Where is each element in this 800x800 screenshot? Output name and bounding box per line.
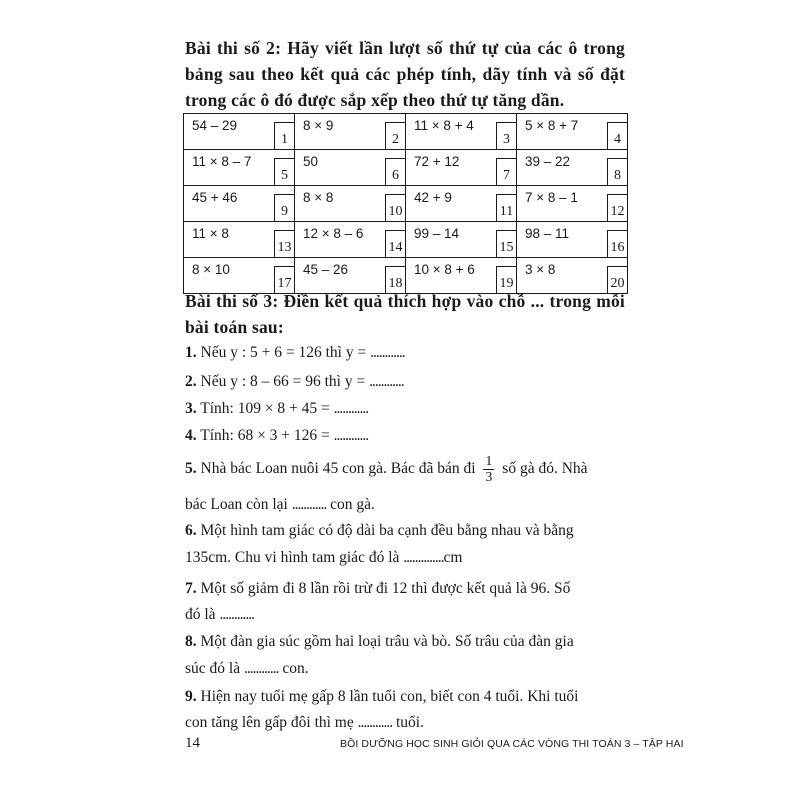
answer-blank[interactable]: ............: [333, 400, 369, 417]
cell-expression: 12 × 8 – 6: [303, 226, 364, 241]
cell-index-box: 4: [607, 122, 627, 149]
cell-expression: 50: [303, 154, 319, 169]
cell-index-box: 5: [274, 158, 294, 185]
question-number: 9.: [185, 688, 197, 705]
table-cell: [295, 186, 406, 222]
question-number: 1.: [185, 344, 197, 361]
table-row: [184, 186, 628, 222]
answer-blank[interactable]: ............: [219, 606, 254, 623]
section2-text: Hãy viết lần lượt số thứ tự của các ô trong bảng sau theo kết quả các phép tính, dãy tính và số đặt trong các ô đó được sắp xếp theo thứ tự tăng dần.: [185, 38, 625, 110]
cell-expression: 3 × 8: [525, 262, 556, 277]
question-5-line2: [185, 494, 625, 516]
table-cell: [406, 222, 517, 258]
table-row: [184, 150, 628, 186]
cell-index-box: 8: [607, 158, 627, 185]
table-row: [184, 114, 628, 150]
cell-index-box: 9: [274, 194, 294, 221]
cell-expression: 45 – 26: [303, 262, 349, 277]
cell-index-box: 20: [607, 266, 627, 293]
fraction-denominator: 3: [485, 470, 493, 485]
cell-index-box: 2: [385, 122, 405, 149]
section3-title: Bài thi số 3:: [185, 291, 279, 311]
question-6: [185, 520, 625, 542]
question-text: con tăng lên gấp đôi thì mẹ: [185, 714, 358, 731]
cell-index-box: 1: [274, 122, 294, 149]
question-8: [185, 631, 625, 653]
question-number: 6.: [185, 522, 197, 539]
answer-blank[interactable]: ..............: [403, 549, 444, 566]
cell-expression: 39 – 22: [525, 154, 571, 169]
section3-heading: [185, 288, 625, 340]
question-6-line2: [185, 547, 625, 569]
cell-expression: 8 × 10: [192, 262, 230, 277]
cell-index-box: 15: [496, 230, 516, 257]
cell-expression: 72 + 12: [414, 154, 460, 169]
cell-expression: 10 × 8 + 6: [414, 262, 475, 277]
cell-expression: 8 × 9: [303, 118, 334, 133]
answer-blank[interactable]: ............: [370, 344, 405, 361]
answer-blank[interactable]: ............: [291, 496, 327, 513]
question-number: 3.: [185, 400, 197, 417]
cell-index-box: 19: [496, 266, 516, 293]
ordering-table: [183, 113, 628, 294]
question-text: Một số giảm đi 8 lần rồi trừ đi 12 thì được kết quả là 96. Số: [200, 580, 571, 597]
cell-index-box: 13: [274, 230, 294, 257]
page-number: 14: [185, 735, 200, 751]
question-7: [185, 578, 625, 600]
section2-heading: [185, 35, 625, 113]
question-number: 7.: [185, 580, 197, 597]
question-text: bác Loan còn lại: [185, 496, 292, 513]
question-3: [185, 398, 625, 420]
cell-expression: 11 × 8 + 4: [414, 118, 474, 133]
question-2: [185, 371, 625, 393]
section3-text: Điền kết quả thích hợp vào chỗ ... trong mỗi bài toán sau:: [185, 291, 625, 337]
table-cell: [295, 114, 406, 150]
fraction-numerator: 1: [485, 454, 493, 469]
running-footer-title: BỒI DƯỠNG HỌC SINH GIỎI QUA CÁC VÒNG THI TOÁN 3 – TẬP HAI: [340, 738, 684, 750]
question-text: Tính: 68 × 3 + 126 =: [200, 427, 334, 444]
question-text: tuổi.: [392, 714, 424, 731]
question-text: đó là: [185, 606, 220, 623]
question-text: Một đàn gia súc gồm hai loại trâu và bò. Số trâu của đàn gia: [200, 633, 574, 650]
cell-expression: 99 – 14: [414, 226, 460, 241]
cell-expression: 11 × 8 – 7: [192, 154, 252, 169]
table-row: [184, 222, 628, 258]
answer-blank[interactable]: ............: [369, 373, 404, 390]
question-8-line2: [185, 658, 625, 680]
table-cell: [406, 114, 517, 150]
table-cell: [184, 150, 295, 186]
cell-index-box: 18: [385, 266, 405, 293]
table-cell: [517, 222, 628, 258]
cell-expression: 11 × 8: [192, 226, 229, 241]
cell-expression: 7 × 8 – 1: [525, 190, 578, 205]
cell-index-box: 7: [496, 158, 516, 185]
cell-index-box: 11: [496, 194, 516, 221]
question-text: Một hình tam giác có độ dài ba cạnh đều bằng nhau và bằng: [200, 522, 574, 539]
table-cell: [295, 222, 406, 258]
table-cell: [184, 222, 295, 258]
question-7-line2: [185, 604, 625, 626]
table-cell: [184, 186, 295, 222]
table-cell: [406, 150, 517, 186]
answer-blank[interactable]: ............: [333, 427, 369, 444]
question-9: [185, 686, 625, 708]
cell-index-box: 12: [607, 194, 627, 221]
question-1: [185, 342, 625, 364]
cell-expression: 45 + 46: [192, 190, 238, 205]
question-number: 2.: [185, 373, 197, 390]
section2-title: Bài thi số 2:: [185, 38, 282, 58]
question-text: số gà đó. Nhà: [498, 460, 588, 478]
cell-expression: 98 – 11: [525, 226, 570, 241]
cell-expression: 8 × 8: [303, 190, 334, 205]
cell-index-box: 17: [274, 266, 294, 293]
table-cell: [184, 114, 295, 150]
cell-expression: 5 × 8 + 7: [525, 118, 579, 133]
cell-index-box: 3: [496, 122, 516, 149]
question-4: [185, 425, 625, 447]
table-cell: [517, 114, 628, 150]
question-number: 4.: [185, 427, 197, 444]
question-text: Nếu y : 8 – 66 = 96 thì y =: [200, 373, 370, 390]
question-number: 5.: [185, 460, 197, 478]
question-text: con gà.: [326, 496, 375, 513]
question-text: súc đó là: [185, 660, 244, 677]
question-text: Tính: 109 × 8 + 45 =: [200, 400, 334, 417]
cell-index-box: 10: [385, 194, 405, 221]
table-cell: [517, 186, 628, 222]
table-cell: [295, 150, 406, 186]
question-text: Nếu y : 5 + 6 = 126 thì y =: [200, 344, 371, 361]
question-5: [185, 454, 625, 485]
cell-expression: 54 – 29: [192, 118, 238, 133]
cell-expression: 42 + 9: [414, 190, 452, 205]
answer-blank[interactable]: ............: [243, 660, 279, 677]
fraction: [483, 454, 494, 485]
question-text: con.: [278, 660, 309, 677]
cell-index-box: 14: [385, 230, 405, 257]
question-9-line2: [185, 712, 625, 734]
table-cell: [517, 150, 628, 186]
question-text: Hiện nay tuổi mẹ gấp 8 lần tuổi con, biết con 4 tuổi. Khi tuổi: [200, 688, 579, 705]
question-text: cm: [443, 549, 463, 566]
question-number: 8.: [185, 633, 197, 650]
table-cell: [406, 186, 517, 222]
question-text: Nhà bác Loan nuôi 45 con gà. Bác đã bán đi: [200, 460, 480, 478]
cell-index-box: 16: [607, 230, 627, 257]
question-text: 135cm. Chu vi hình tam giác đó là: [185, 549, 404, 566]
cell-index-box: 6: [385, 158, 405, 185]
answer-blank[interactable]: ............: [357, 714, 393, 731]
